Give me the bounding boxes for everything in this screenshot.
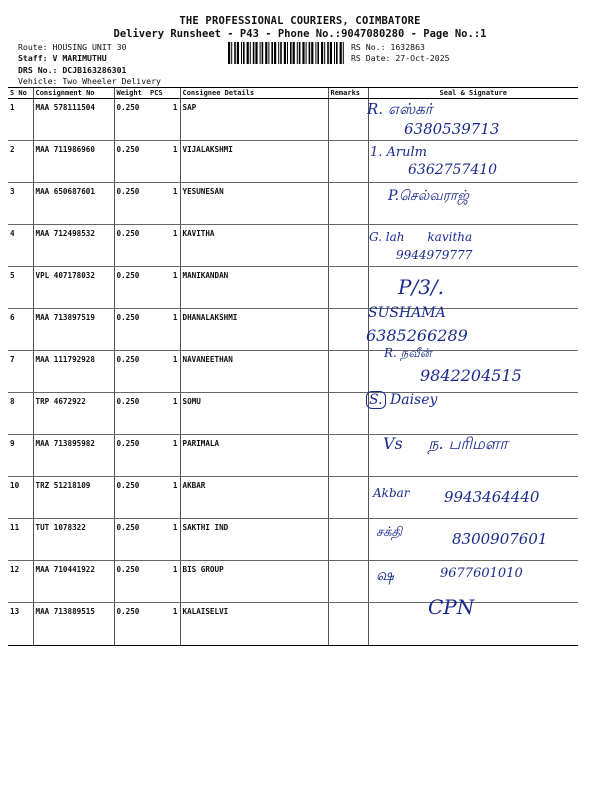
table-row [8, 267, 578, 309]
cell-pcs: 1 [148, 435, 180, 477]
signature-3: P.செல்வராஜ் [388, 188, 469, 204]
signature-5: P/3/. [398, 275, 445, 299]
cell-sno: 2 [8, 141, 33, 183]
header-pcs: PCS [148, 88, 180, 99]
cell-weight: 0.250 [114, 603, 148, 646]
cell-sno: 9 [8, 435, 33, 477]
header-consignee: Consignee Details [180, 88, 328, 99]
signature-6-name: SUSHAMA [368, 305, 446, 321]
signature-9: Vs ந. பரிமளா [383, 434, 508, 453]
cell-consignment: MAA 712498532 [33, 225, 114, 267]
signature-4-phone: 9944979777 [396, 248, 473, 262]
cell-sno: 5 [8, 267, 33, 309]
signature-7: R. நவீன் [384, 346, 432, 360]
signature-1-phone: 6380539713 [404, 120, 500, 138]
cell-weight: 0.250 [114, 267, 148, 309]
header-weight: Weight [114, 88, 148, 99]
cell-consignee: SOMU [180, 393, 328, 435]
route-label: Route: HOUSING UNIT 30 [18, 42, 127, 52]
cell-consignee: AKBAR [180, 477, 328, 519]
signature-10-phone: 9943464440 [444, 488, 540, 506]
cell-consignment: MAA 713895982 [33, 435, 114, 477]
company-title: THE PROFESSIONAL COURIERS, COIMBATORE [179, 15, 421, 27]
signature-13: CPN [428, 595, 475, 619]
cell-weight: 0.250 [114, 309, 148, 351]
cell-pcs: 1 [148, 225, 180, 267]
signature-8: S. Daisey [366, 392, 437, 408]
cell-sno: 10 [8, 477, 33, 519]
cell-pcs: 1 [148, 99, 180, 141]
cell-consignee: KALAISELVI [180, 603, 328, 646]
cell-consignment: MAA 578111504 [33, 99, 114, 141]
signature-10: Akbar [373, 486, 410, 500]
cell-sno: 1 [8, 99, 33, 141]
cell-remarks [328, 603, 368, 646]
cell-consignment: MAA 111792928 [33, 351, 114, 393]
drs-label: DRS No.: DCJB163286301 [18, 65, 127, 75]
staff-label: Staff: V MARIMUTHU [18, 53, 107, 63]
cell-remarks [328, 477, 368, 519]
cell-weight: 0.250 [114, 141, 148, 183]
cell-sno: 13 [8, 603, 33, 646]
cell-weight: 0.250 [114, 99, 148, 141]
signature-2-phone: 6362757410 [408, 162, 498, 178]
signature-6-phone: 6385266289 [366, 326, 468, 345]
signature-11-phone: 8300907601 [452, 530, 548, 548]
cell-sno: 8 [8, 393, 33, 435]
cell-sno: 11 [8, 519, 33, 561]
cell-weight: 0.250 [114, 225, 148, 267]
table-row [8, 183, 578, 225]
cell-pcs: 1 [148, 603, 180, 646]
cell-pcs: 1 [148, 393, 180, 435]
cell-consignee: KAVITHA [180, 225, 328, 267]
cell-consignee: SAKTHI IND [180, 519, 328, 561]
cell-weight: 0.250 [114, 351, 148, 393]
cell-pcs: 1 [148, 477, 180, 519]
cell-consignee: PARIMALA [180, 435, 328, 477]
cell-remarks [328, 351, 368, 393]
cell-sno: 6 [8, 309, 33, 351]
signature-7-phone: 9842204515 [420, 366, 522, 385]
cell-weight: 0.250 [114, 183, 148, 225]
cell-pcs: 1 [148, 267, 180, 309]
cell-sno: 4 [8, 225, 33, 267]
cell-consignment: MAA 650687601 [33, 183, 114, 225]
cell-remarks [328, 393, 368, 435]
signature-1: R. ௭ஸ்கர் [367, 100, 433, 118]
rs-number: RS No.: 1632863 [351, 42, 425, 52]
cell-consignment: MAA 713889515 [33, 603, 114, 646]
rs-date: RS Date: 27-Oct-2025 [351, 53, 450, 63]
cell-remarks [328, 435, 368, 477]
cell-consignment: TRP 4672922 [33, 393, 114, 435]
table-row [8, 309, 578, 351]
cell-pcs: 1 [148, 309, 180, 351]
vehicle-label: Vehicle: Two Wheeler Delivery [18, 76, 161, 86]
cell-remarks [328, 225, 368, 267]
header-sno: S No [8, 88, 33, 99]
table-row [8, 393, 578, 435]
cell-consignment: TRZ 51218109 [33, 477, 114, 519]
cell-weight: 0.250 [114, 519, 148, 561]
cell-pcs: 1 [148, 561, 180, 603]
cell-weight: 0.250 [114, 435, 148, 477]
cell-consignment: MAA 713897519 [33, 309, 114, 351]
signature-4: G. lah kavitha [369, 230, 473, 244]
cell-remarks [328, 519, 368, 561]
cell-consignee: SAP [180, 99, 328, 141]
cell-remarks [328, 99, 368, 141]
cell-sno: 3 [8, 183, 33, 225]
cell-remarks [328, 561, 368, 603]
cell-remarks [328, 267, 368, 309]
cell-consignment: VPL 407178032 [33, 267, 114, 309]
cell-consignee: MANIKANDAN [180, 267, 328, 309]
cell-pcs: 1 [148, 141, 180, 183]
runsheet-title: Delivery Runsheet - P43 - Phone No.:9047080280 - Page No.:1 [113, 28, 487, 40]
cell-consignment: TUT 1078322 [33, 519, 114, 561]
cell-pcs: 1 [148, 183, 180, 225]
cell-sno: 12 [8, 561, 33, 603]
signature-8-name: Daisey [390, 392, 438, 408]
header-consignment: Consignment No [33, 88, 114, 99]
table-row [8, 603, 578, 646]
header-remarks: Remarks [328, 88, 368, 99]
cell-remarks [328, 309, 368, 351]
cell-remarks [328, 183, 368, 225]
cell-remarks [328, 141, 368, 183]
cell-weight: 0.250 [114, 477, 148, 519]
signature-11: சக்தி [376, 525, 403, 540]
cell-consignee: VIJALAKSHMI [180, 141, 328, 183]
cell-weight: 0.250 [114, 561, 148, 603]
signature-2: 1. Arulm [370, 145, 427, 160]
table-header-row [8, 88, 578, 99]
cell-consignee: BIS GROUP [180, 561, 328, 603]
barcode [228, 42, 346, 64]
cell-consignee: DHANALAKSHMI [180, 309, 328, 351]
table-row [8, 225, 578, 267]
signature-12-phone: 9677601010 [440, 566, 523, 581]
cell-weight: 0.250 [114, 393, 148, 435]
cell-consignee: NAVANEETHAN [180, 351, 328, 393]
cell-consignment: MAA 711986960 [33, 141, 114, 183]
cell-consignment: MAA 710441922 [33, 561, 114, 603]
cell-pcs: 1 [148, 351, 180, 393]
cell-pcs: 1 [148, 519, 180, 561]
cell-consignee: YESUNESAN [180, 183, 328, 225]
header-signature: Seal & Signature [368, 88, 578, 99]
cell-sno: 7 [8, 351, 33, 393]
signature-12: ஷ [376, 565, 394, 584]
